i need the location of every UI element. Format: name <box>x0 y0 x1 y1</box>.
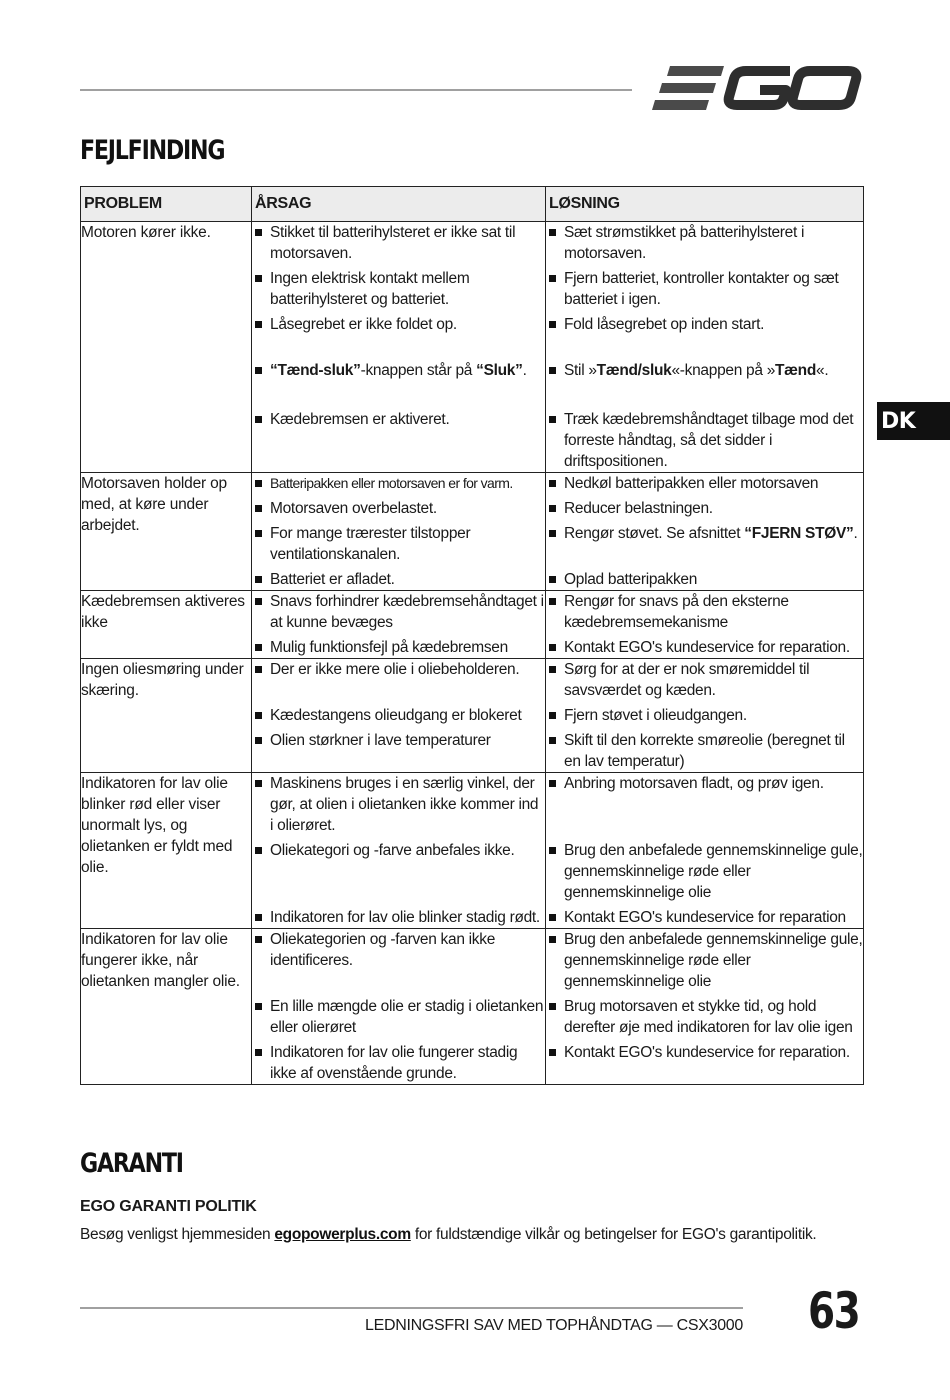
list-item: Træk kædebremshåndtaget tilbage mod det forreste håndtag, så det sidder i driftspositionen. <box>546 409 863 472</box>
cause-cell <box>252 591 546 659</box>
list-item: Fjern batteriet, kontroller kontakter og sæt batteriet i igen. <box>546 268 863 310</box>
problem-cell: Indikatoren for lav olie blinker rød eller viser unormalt lys, og olietanken er fyldt med olie. <box>81 773 252 929</box>
table-header-row <box>81 187 864 222</box>
language-tab: DK <box>877 402 950 440</box>
warranty-text <box>80 1226 816 1244</box>
footer-product-name: LEDNINGSFRI SAV MED TOPHÅNDTAG — CSX3000 <box>364 1317 743 1334</box>
list-item: Brug motorsaven et stykke tid, og hold derefter øje med indikatoren for lav olie igen <box>546 996 863 1038</box>
list-item: Olien størkner i lave temperaturer <box>252 730 545 751</box>
list-item: Skift til den korrekte smøreolie (beregnet til en lav temperatur) <box>546 730 863 772</box>
solution-cell <box>546 659 864 773</box>
list-item: Rengør støvet. Se afsnittet “FJERN STØV”. <box>546 523 863 544</box>
warranty-text-after: for fuldstændige vilkår og betingelser for EGO's garantipolitik. <box>410 1226 817 1243</box>
list-item: Oplad batteripakken <box>546 569 863 590</box>
list-item: Sørg for at der er nok smøremiddel til savsværdet og kæden. <box>546 659 863 701</box>
list-item: Stikket til batterihylsteret er ikke sat til motorsaven. <box>252 222 545 264</box>
warranty-link[interactable]: egopowerplus.com <box>274 1226 411 1243</box>
list-item: Batteriet er afladet. <box>252 569 545 590</box>
table-row <box>81 659 864 773</box>
column-header-cause: ÅRSAG <box>252 187 546 222</box>
solution-cell <box>546 222 864 473</box>
footer-rule <box>80 1307 743 1309</box>
solution-cell <box>546 473 864 591</box>
ego-logo <box>650 62 862 114</box>
list-item: Reducer belastningen. <box>546 498 863 519</box>
solution-cell <box>546 591 864 659</box>
list-item: Nedkøl batteripakken eller motorsaven <box>546 473 863 494</box>
list-item: Fjern støvet i olieudgangen. <box>546 705 863 726</box>
list-item: En lille mængde olie er stadig i olietanken eller olierøret <box>252 996 545 1038</box>
list-item: “Tænd-sluk”-knappen står på “Sluk”. <box>252 360 545 381</box>
list-item: Batteripakken eller motorsaven er for varm. <box>252 473 545 494</box>
list-item: Brug den anbefalede gennemskinnelige gule, gennemskinnelige røde eller gennemskinnelige olie <box>546 929 863 992</box>
list-item: Maskinens bruges i en særlig vinkel, der gør, at olien i olietanken ikke kommer ind i olierøret. <box>252 773 545 836</box>
solution-cell <box>546 773 864 929</box>
list-item: Kontakt EGO's kundeservice for reparation. <box>546 1042 863 1063</box>
list-item: For mange trærester tilstopper ventilationskanalen. <box>252 523 545 565</box>
list-item: Brug den anbefalede gennemskinnelige gule, gennemskinnelige røde eller gennemskinnelige olie <box>546 840 863 903</box>
table-row <box>81 222 864 473</box>
list-item: Motorsaven overbelastet. <box>252 498 545 519</box>
column-header-solution: LØSNING <box>546 187 864 222</box>
problem-cell: Kædebremsen aktiveres ikke <box>81 591 252 659</box>
solution-cell <box>546 929 864 1085</box>
cause-cell <box>252 929 546 1085</box>
section-title-warranty: GARANTI <box>80 1148 183 1179</box>
list-item: Stil »Tænd/sluk«-knappen på »Tænd«. <box>546 360 863 381</box>
list-item: Fold låsegrebet op inden start. <box>546 314 863 335</box>
list-item: Indikatoren for lav olie blinker stadig rødt. <box>252 907 545 928</box>
problem-cell: Ingen oliesmøring under skæring. <box>81 659 252 773</box>
list-item: Kontakt EGO's kundeservice for reparation <box>546 907 863 928</box>
list-item: Kædestangens olieudgang er blokeret <box>252 705 545 726</box>
list-item: Der er ikke mere olie i oliebeholderen. <box>252 659 545 680</box>
table-row <box>81 473 864 591</box>
list-item: Oliekategori og -farve anbefales ikke. <box>252 840 545 861</box>
list-item: Snavs forhindrer kædebremsehåndtaget i at kunne bevæges <box>252 591 545 633</box>
list-item: Mulig funktionsfejl på kædebremsen <box>252 637 545 658</box>
table-row <box>81 591 864 659</box>
list-item: Ingen elektrisk kontakt mellem batterihylsteret og batteriet. <box>252 268 545 310</box>
header-rule <box>80 89 632 91</box>
cause-cell <box>252 222 546 473</box>
problem-cell: Indikatoren for lav olie fungerer ikke, når olietanken mangler olie. <box>81 929 252 1085</box>
list-item: Indikatoren for lav olie fungerer stadig ikke af ovenstående grunde. <box>252 1042 545 1084</box>
list-item: Sæt strømstikket på batterihylsteret i motorsaven. <box>546 222 863 264</box>
list-item: Kontakt EGO's kundeservice for reparation. <box>546 637 863 658</box>
list-item: Kædebremsen er aktiveret. <box>252 409 545 472</box>
problem-cell: Motoren kører ikke. <box>81 222 252 473</box>
page-number: 63 <box>808 1282 860 1340</box>
table-row <box>81 929 864 1085</box>
problem-cell: Motorsaven holder op med, at køre under arbejdet. <box>81 473 252 591</box>
cause-cell <box>252 773 546 929</box>
warranty-text-before: Besøg venligst hjemmesiden <box>80 1226 275 1243</box>
list-item: Rengør for snavs på den eksterne kædebremsemekanisme <box>546 591 863 633</box>
list-item: Låsegrebet er ikke foldet op. <box>252 314 545 335</box>
section-title-troubleshooting: FEJLFINDING <box>80 135 225 166</box>
list-item: Oliekategorien og -farven kan ikke identificeres. <box>252 929 545 971</box>
table-row <box>81 773 864 929</box>
list-item: Anbring motorsaven fladt, og prøv igen. <box>546 773 863 794</box>
cause-cell <box>252 659 546 773</box>
troubleshooting-table <box>80 186 864 1085</box>
column-header-problem: PROBLEM <box>81 187 252 222</box>
cause-cell <box>252 473 546 591</box>
warranty-subtitle: EGO GARANTI POLITIK <box>80 1198 257 1215</box>
